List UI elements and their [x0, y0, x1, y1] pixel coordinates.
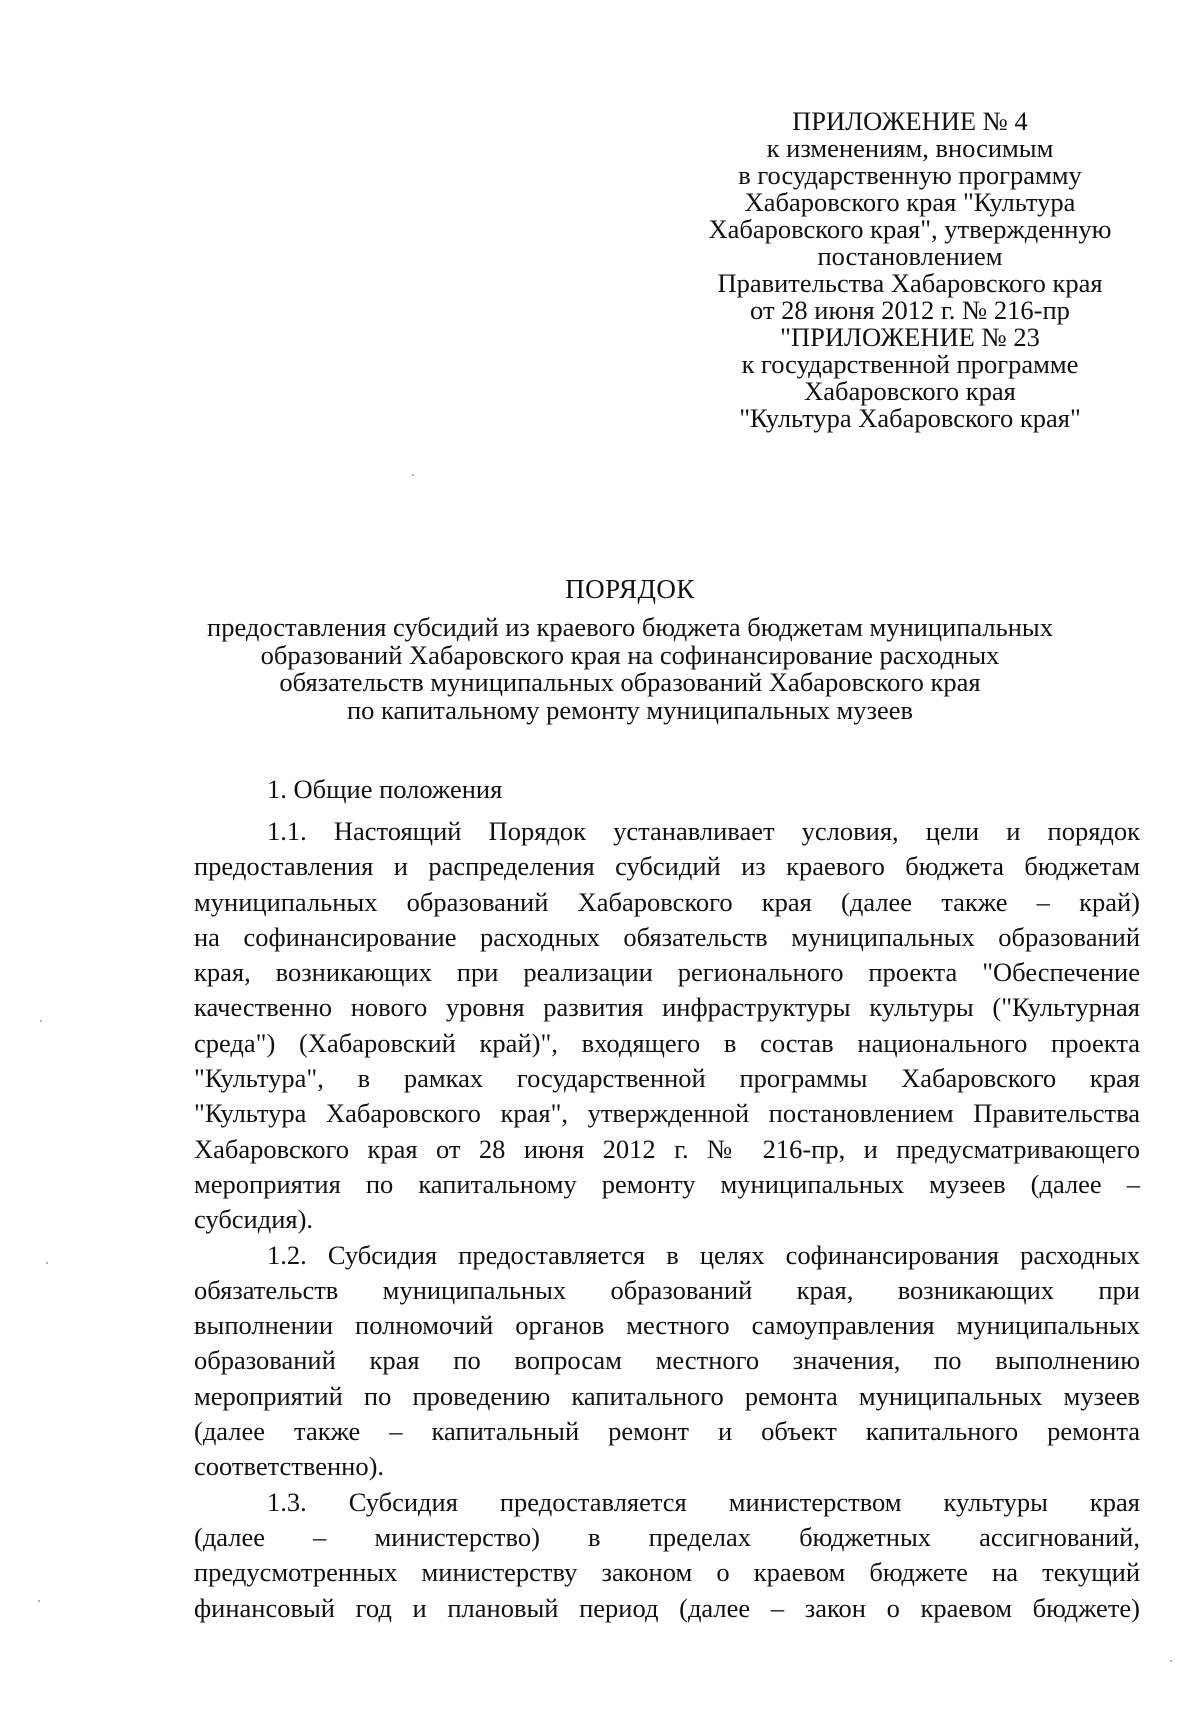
- scan-speck: [40, 1020, 42, 1022]
- paragraph-line: 1.3. Субсидия предоставляется министерством культуры края: [267, 1486, 1140, 1517]
- approval-line: постановлением: [817, 241, 1003, 271]
- paragraph-line: края, возникающих при реализации регионального проекта "Обеспечение: [194, 957, 1140, 988]
- paragraph-line: мероприятия по капитальному ремонту муниципальных музеев (далее –: [194, 1168, 1140, 1199]
- paragraph-line: мероприятий по проведению капитального ремонта муниципальных музеев: [194, 1380, 1140, 1411]
- body-text: [194, 814, 1140, 1626]
- paragraph-line: муниципальных образований Хабаровского края (далее также – край): [194, 886, 1140, 917]
- document-subtitle: [130, 614, 1130, 724]
- approval-line: от 28 июня 2012 г. № 216-пр: [750, 295, 1070, 325]
- paragraph-line: среда") (Хабаровский край)", входящего в состав национального проекта: [194, 1027, 1140, 1058]
- paragraph-line: (далее также – капитальный ремонт и объект капитального ремонта: [194, 1416, 1140, 1447]
- document-title: ПОРЯДОК: [565, 574, 695, 604]
- subtitle-line: предоставления субсидий из краевого бюджета бюджетам муниципальных: [207, 612, 1053, 642]
- approval-line: Хабаровского края "Культура: [744, 187, 1076, 217]
- paragraph-line: финансовый год и плановый период (далее – закон о краевом бюджете): [194, 1592, 1140, 1623]
- appendix-line: Хабаровского края: [804, 376, 1016, 406]
- scan-speck: [412, 474, 414, 476]
- paragraph-line: (далее – министерство) в пределах бюджетных ассигнований,: [194, 1521, 1140, 1552]
- paragraph-line: "Культура", в рамках государственной программы Хабаровского края: [194, 1063, 1140, 1094]
- appendix-line: "Культура Хабаровского края": [739, 403, 1081, 433]
- paragraph-line: выполнении полномочий органов местного самоуправления муниципальных: [194, 1310, 1140, 1341]
- approval-line: Хабаровского края", утвержденную: [708, 214, 1112, 244]
- subtitle-line: обязательств муниципальных образований Хабаровского края: [279, 667, 981, 697]
- paragraph-line: "Культура Хабаровского края", утвержденной постановлением Правительства: [194, 1098, 1140, 1129]
- paragraph-line: образований края по вопросам местного значения, по выполнению: [194, 1345, 1140, 1376]
- subtitle-line: по капитальному ремонту муниципальных музеев: [346, 694, 914, 725]
- paragraph-line: соответственно).: [194, 1451, 385, 1482]
- paragraph-line: 1.2. Субсидия предоставляется в целях софинансирования расходных: [267, 1239, 1140, 1270]
- approval-line: к изменениям, вносимым: [766, 133, 1054, 163]
- paragraph-line: предоставления и распределения субсидий из краевого бюджета бюджетам: [194, 851, 1140, 882]
- approval-line: Правительства Хабаровского края: [717, 268, 1103, 298]
- paragraph-line: на софинансирование расходных обязательств муниципальных образований: [194, 921, 1140, 952]
- section-heading: 1. Общие положения: [267, 774, 503, 804]
- appendix-line: к государственной программе: [741, 349, 1079, 379]
- paragraph-line: предусмотренных министерству законом о краевом бюджете на текущий: [194, 1557, 1140, 1588]
- subtitle-line: образований Хабаровского края на софинансирование расходных: [260, 639, 1000, 670]
- paragraph-line: Хабаровского края от 28 июня 2012 г. № 216-пр, и предусматривающего: [194, 1133, 1140, 1164]
- appendix-block: [640, 324, 1180, 432]
- approval-block: [640, 108, 1180, 324]
- scan-speck: [38, 1600, 40, 1602]
- paragraph-line: качественно нового уровня развития инфраструктуры культуры ("Культурная: [194, 992, 1140, 1023]
- paragraph-line: субсидия).: [194, 1204, 314, 1235]
- paragraph-line: 1.1. Настоящий Порядок устанавливает условия, цели и порядок: [267, 816, 1140, 846]
- paragraph-line: обязательств муниципальных образований края, возникающих при: [194, 1274, 1140, 1305]
- approval-line: в государственную программу: [738, 160, 1082, 190]
- approval-line: ПРИЛОЖЕНИЕ № 4: [792, 106, 1028, 136]
- scan-speck: [1170, 1660, 1172, 1662]
- scan-speck: [46, 1262, 48, 1264]
- appendix-line: "ПРИЛОЖЕНИЕ № 23: [780, 322, 1040, 352]
